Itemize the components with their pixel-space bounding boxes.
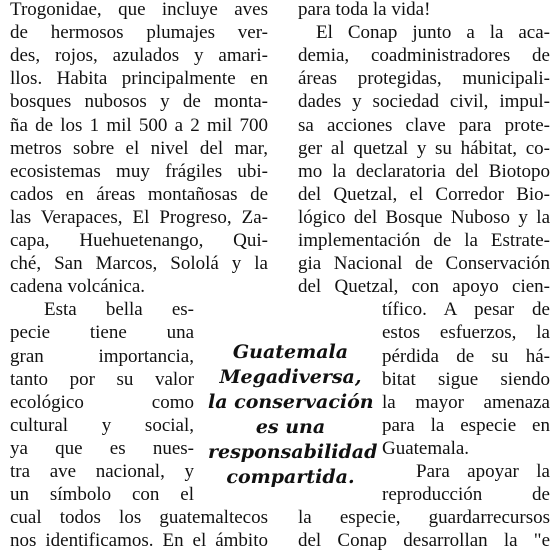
body-text-line: la especie, guardarrecursos [298, 507, 550, 529]
pull-quote-line: es una [255, 416, 326, 438]
body-text-line: reproducción de [382, 484, 550, 506]
body-text-line: ya que es nues- [10, 437, 194, 459]
body-text-line: para toda la vida! [298, 0, 431, 20]
pull-quote-line: Guatemala [232, 341, 349, 363]
pull-quote-line: compartida. [226, 466, 355, 488]
body-text-line: del Quetzal, con apoyo cien- [298, 276, 550, 298]
body-text-line: sa acciones clave para prote- [298, 114, 550, 136]
body-text-line: mo la declaratoria del Biotopo [298, 160, 550, 182]
body-text-line: dades y sociedad civil, impul- [298, 91, 550, 113]
body-text-line: pérdida de su há- [382, 345, 550, 367]
body-text-line: ecosistemas muy frágiles ubi- [10, 160, 268, 182]
body-text-line: del Quetzal, el Corredor Bio- [298, 183, 550, 205]
body-text-line: metros sobre el nivel del mar, [10, 137, 268, 159]
body-text-line: llos. Habita principalmente en [10, 68, 268, 90]
body-text-line: tífico. A pesar de [382, 299, 550, 321]
body-text-line: Trogonidae, que incluye aves [10, 0, 268, 20]
pull-quote-line: la conservación [208, 391, 374, 413]
body-text-line: ger al quetzal y su hábitat, co- [298, 137, 550, 159]
body-text-line: bosques nubosos y de monta- [10, 91, 268, 113]
body-text-line: gran importancia, [10, 345, 194, 367]
body-text-line: ecológico como [10, 391, 194, 413]
body-text-line: Para apoyar la [416, 461, 550, 482]
body-text-line: ché, San Marcos, Sololá y la [10, 253, 268, 275]
body-text-line: nos identificamos. En el ámbito [10, 530, 268, 552]
body-text-line: de hermosos plumajes ver- [10, 22, 268, 44]
body-text-line: para la especie en [382, 414, 550, 436]
body-text-line: El Conap junto a la aca- [316, 22, 550, 44]
body-text-line: lógico del Bosque Nuboso y la [298, 206, 550, 228]
body-text-line: implementación de la Estrate- [298, 230, 550, 251]
body-text-line: bitat sigue siendo [382, 368, 550, 390]
pull-quote-line: responsabilidad [208, 441, 378, 463]
body-text-line: cadena volcánica. [10, 276, 146, 298]
body-text-line: tanto por su valor [10, 368, 194, 390]
body-text-line: des, rojos, azulados y amari- [10, 45, 268, 67]
body-text-line: pecie tiene una [10, 322, 194, 344]
body-text-line: capa, Huehuetenango, Qui- [10, 230, 268, 251]
body-text-line: demia, coadministradores de [298, 45, 550, 67]
body-text-line: la mayor amenaza [382, 391, 550, 413]
pull-quote [208, 340, 378, 490]
body-text-line: cual todos los guatemaltecos [10, 507, 268, 529]
body-text-line: ña de los 1 mil 500 a 2 mil 700 [10, 114, 268, 136]
body-text-line: tra ave nacional, y [10, 461, 194, 482]
body-text-line: gia Nacional de Conservación [298, 253, 550, 275]
body-text-line: Guatemala. [382, 437, 470, 459]
body-text-line: cultural y social, [10, 414, 194, 436]
body-text-line: estos esfuerzos, la [382, 322, 550, 344]
body-text-line: del Conap desarrollan la "e [298, 530, 550, 552]
body-text-line: Esta bella es- [44, 299, 194, 321]
pull-quote-line: Megadiversa, [219, 366, 362, 388]
body-text-line: un símbolo con el [10, 484, 194, 506]
body-text-line: cados en áreas montañosas de [10, 183, 268, 205]
body-text-line: las Verapaces, El Progreso, Za- [10, 206, 268, 228]
body-text-line: áreas protegidas, municipali- [298, 68, 550, 90]
